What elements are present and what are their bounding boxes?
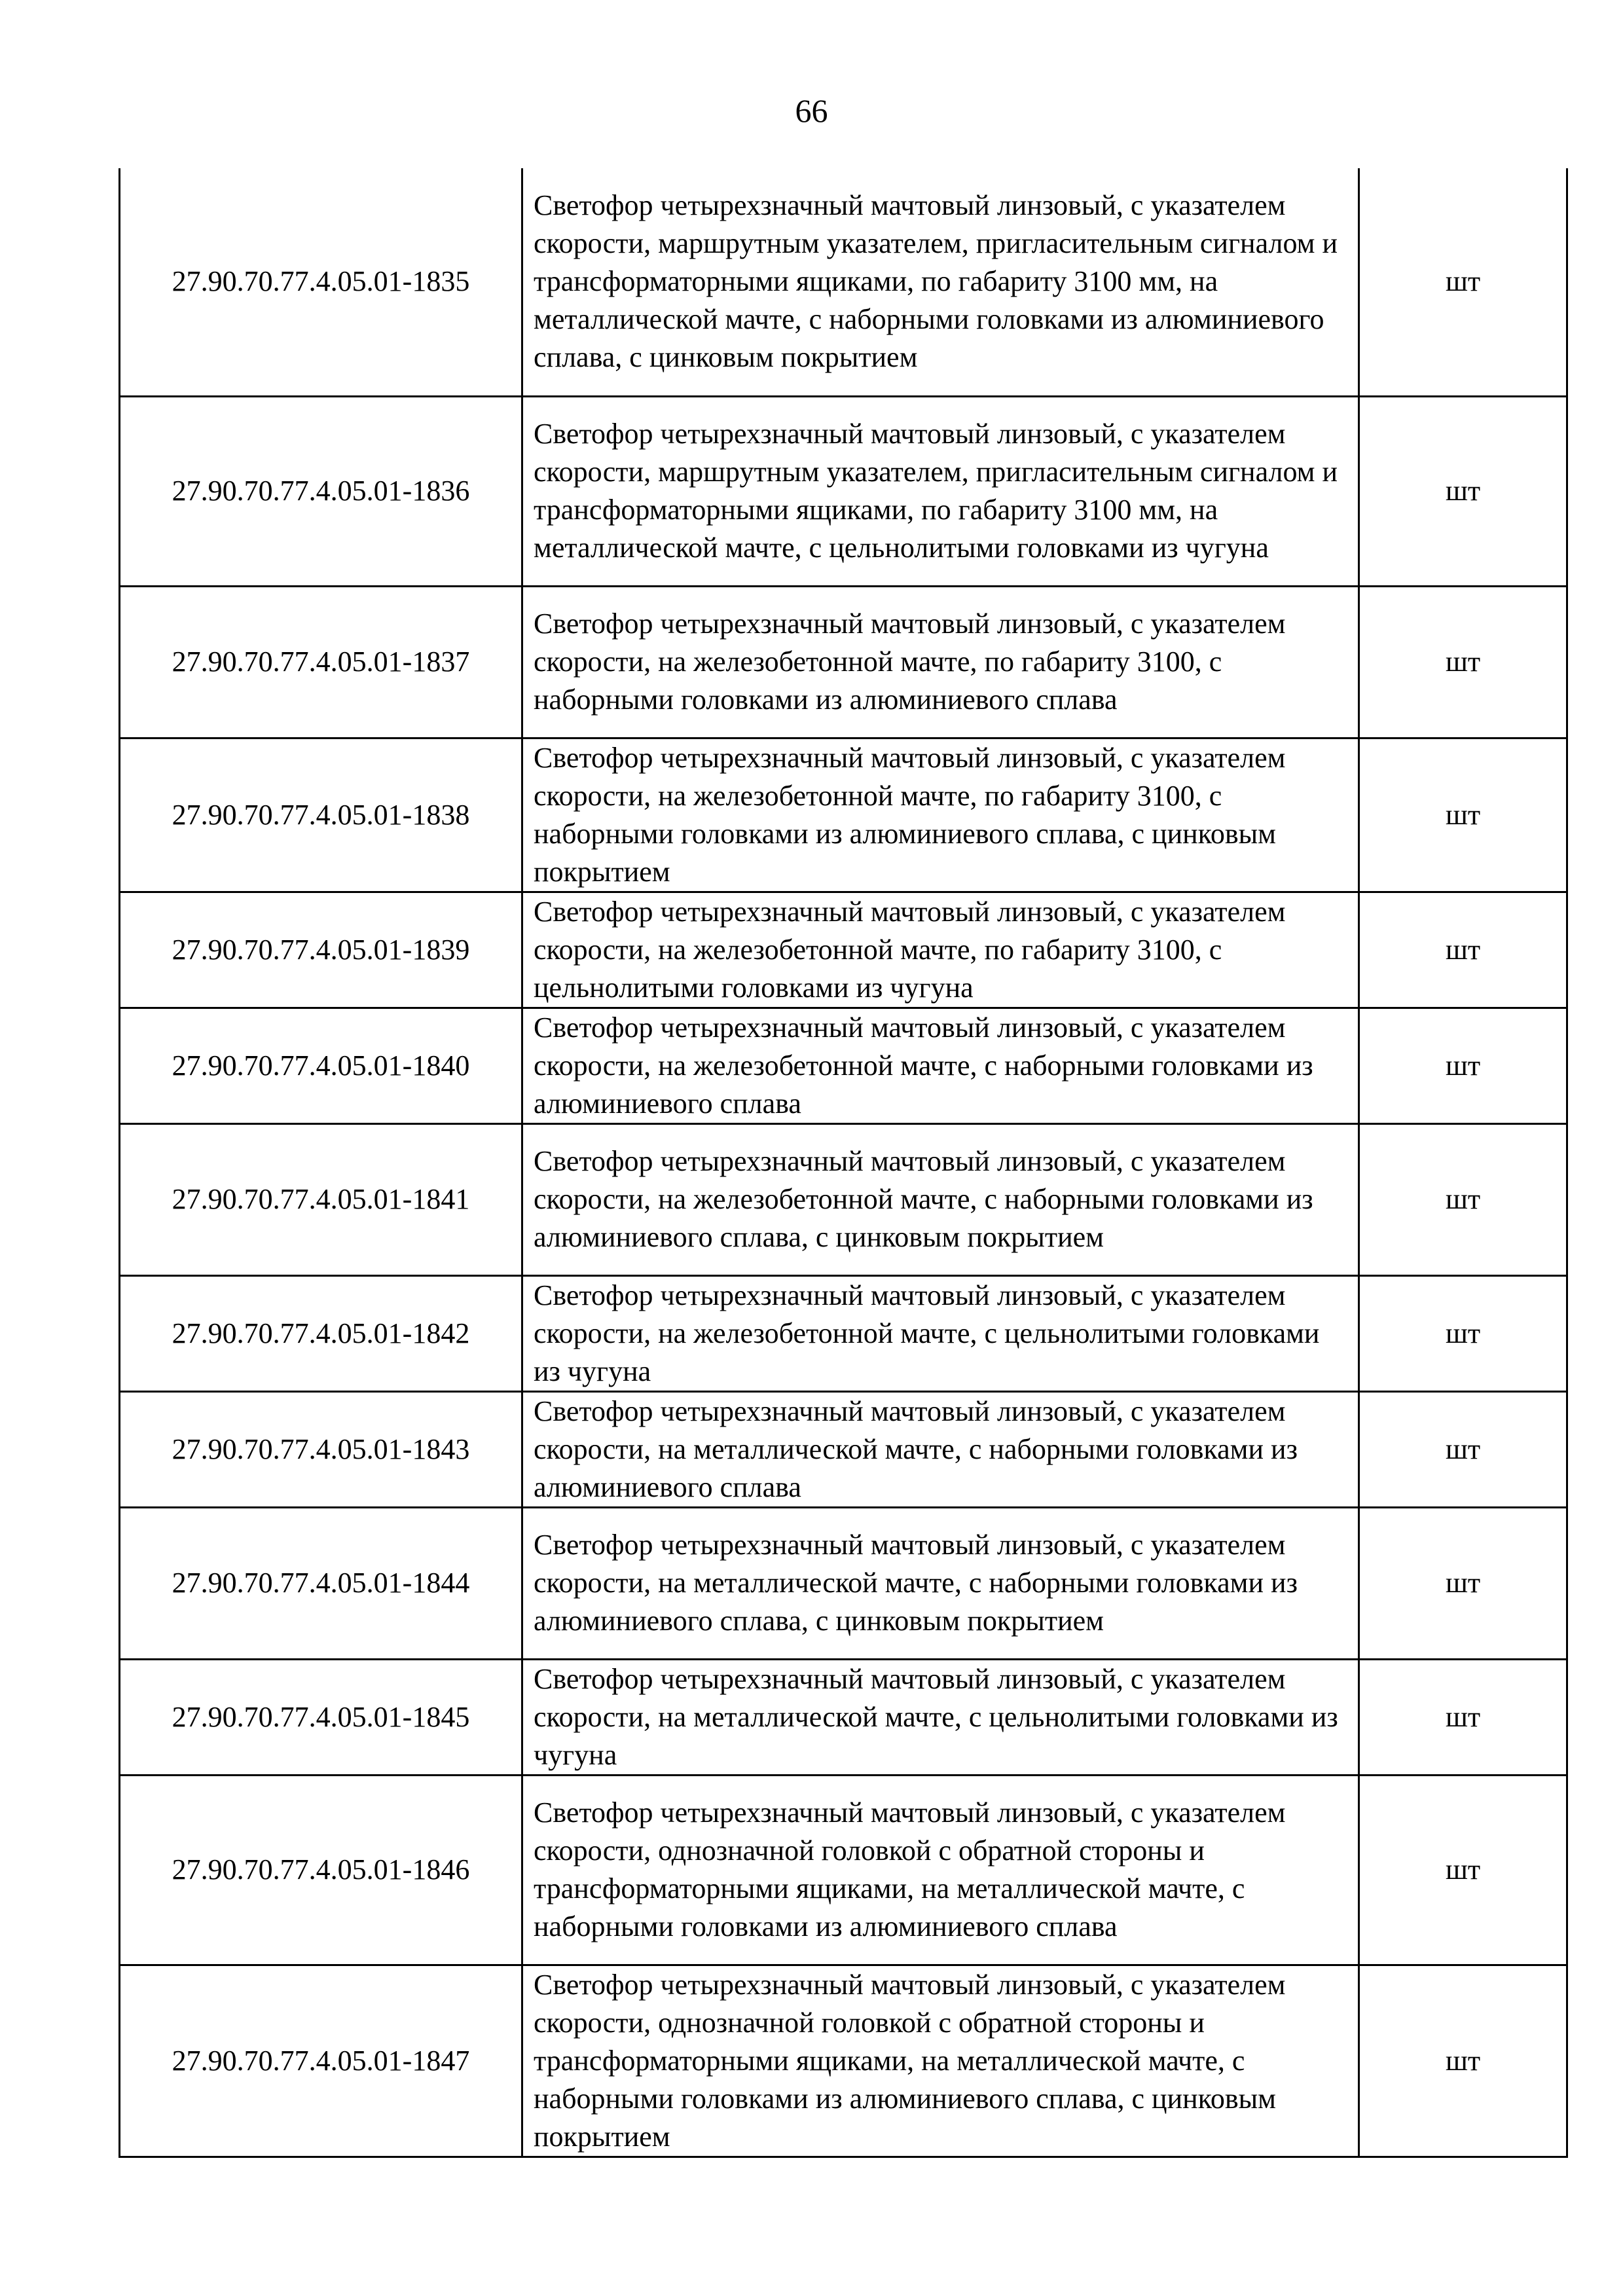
resource-description: Светофор четырехзначный мачтовый линзовый, с указателем скорости, на металлической мачте, с наборными головками из алюминиевого сплава, с цинковым покрытием: [522, 1507, 1359, 1659]
unit-of-measure: шт: [1359, 1008, 1567, 1123]
resource-description: Светофор четырехзначный мачтовый линзовый, с указателем скорости, на железобетонной мачте, с наборными головками из алюминиевого сплава, с цинковым покрытием: [522, 1123, 1359, 1275]
unit-of-measure: шт: [1359, 1965, 1567, 2157]
resource-description: Светофор четырехзначный мачтовый линзовый, с указателем скорости, однозначной головкой с обратной стороны и трансформаторными ящиками, на металлической мачте, с наборными головками из алюминиевого сплава, с цинковым покрытием: [522, 1965, 1359, 2157]
unit-of-measure: шт: [1359, 1775, 1567, 1965]
resource-code: 27.90.70.77.4.05.01-1838: [120, 738, 522, 892]
resource-description: Светофор четырехзначный мачтовый линзовый, с указателем скорости, на металлической мачте, с наборными головками из алюминиевого сплава: [522, 1391, 1359, 1507]
resource-code: 27.90.70.77.4.05.01-1836: [120, 396, 522, 586]
table-row: [120, 1507, 1567, 1659]
table-row: [120, 1775, 1567, 1965]
unit-of-measure: шт: [1359, 738, 1567, 892]
table-row: [120, 586, 1567, 738]
unit-of-measure: шт: [1359, 168, 1567, 396]
resource-code: 27.90.70.77.4.05.01-1844: [120, 1507, 522, 1659]
resource-description: Светофор четырехзначный мачтовый линзовый, с указателем скорости, на железобетонной мачте, по габариту 3100, с наборными головками из алюминиевого сплава, с цинковым покрытием: [522, 738, 1359, 892]
unit-of-measure: шт: [1359, 892, 1567, 1008]
table-row: [120, 396, 1567, 586]
unit-of-measure: шт: [1359, 1123, 1567, 1275]
unit-of-measure: шт: [1359, 586, 1567, 738]
table-row: [120, 1659, 1567, 1775]
resource-table: [119, 168, 1568, 2158]
resource-code: 27.90.70.77.4.05.01-1835: [120, 168, 522, 396]
unit-of-measure: шт: [1359, 1507, 1567, 1659]
resource-code: 27.90.70.77.4.05.01-1837: [120, 586, 522, 738]
resource-description: Светофор четырехзначный мачтовый линзовый, с указателем скорости, на железобетонной мачте, по габариту 3100, с цельнолитыми головками из чугуна: [522, 892, 1359, 1008]
resource-code: 27.90.70.77.4.05.01-1845: [120, 1659, 522, 1775]
resource-code: 27.90.70.77.4.05.01-1842: [120, 1275, 522, 1391]
resource-code: 27.90.70.77.4.05.01-1847: [120, 1965, 522, 2157]
table-row: [120, 1965, 1567, 2157]
unit-of-measure: шт: [1359, 1275, 1567, 1391]
unit-of-measure: шт: [1359, 396, 1567, 586]
table-row: [120, 738, 1567, 892]
table-row: [120, 1123, 1567, 1275]
resource-code: 27.90.70.77.4.05.01-1846: [120, 1775, 522, 1965]
resource-description: Светофор четырехзначный мачтовый линзовый, с указателем скорости, однозначной головкой с обратной стороны и трансформаторными ящиками, на металлической мачте, с наборными головками из алюминиевого сплава: [522, 1775, 1359, 1965]
table-row: [120, 168, 1567, 396]
unit-of-measure: шт: [1359, 1391, 1567, 1507]
table-row: [120, 892, 1567, 1008]
resource-description: Светофор четырехзначный мачтовый линзовый, с указателем скорости, маршрутным указателем, пригласительным сигналом и трансформаторными ящиками, по габариту 3100 мм, на металлической мачте, с наборными головками из алюминиевого сплава, с цинковым покрытием: [522, 168, 1359, 396]
resource-description: Светофор четырехзначный мачтовый линзовый, с указателем скорости, на металлической мачте, с цельнолитыми головками из чугуна: [522, 1659, 1359, 1775]
resource-code: 27.90.70.77.4.05.01-1840: [120, 1008, 522, 1123]
table-row: [120, 1275, 1567, 1391]
resource-description: Светофор четырехзначный мачтовый линзовый, с указателем скорости, на железобетонной мачте, с наборными головками из алюминиевого сплава: [522, 1008, 1359, 1123]
table-row: [120, 1008, 1567, 1123]
resource-code: 27.90.70.77.4.05.01-1843: [120, 1391, 522, 1507]
resource-description: Светофор четырехзначный мачтовый линзовый, с указателем скорости, на железобетонной мачте, по габариту 3100, с наборными головками из алюминиевого сплава: [522, 586, 1359, 738]
resource-description: Светофор четырехзначный мачтовый линзовый, с указателем скорости, маршрутным указателем, пригласительным сигналом и трансформаторными ящиками, по габариту 3100 мм, на металлической мачте, с цельнолитыми головками из чугуна: [522, 396, 1359, 586]
resource-code: 27.90.70.77.4.05.01-1841: [120, 1123, 522, 1275]
page-number: 66: [795, 92, 828, 129]
resource-code: 27.90.70.77.4.05.01-1839: [120, 892, 522, 1008]
resource-description: Светофор четырехзначный мачтовый линзовый, с указателем скорости, на железобетонной мачте, с цельнолитыми головками из чугуна: [522, 1275, 1359, 1391]
table-row: [120, 1391, 1567, 1507]
unit-of-measure: шт: [1359, 1659, 1567, 1775]
